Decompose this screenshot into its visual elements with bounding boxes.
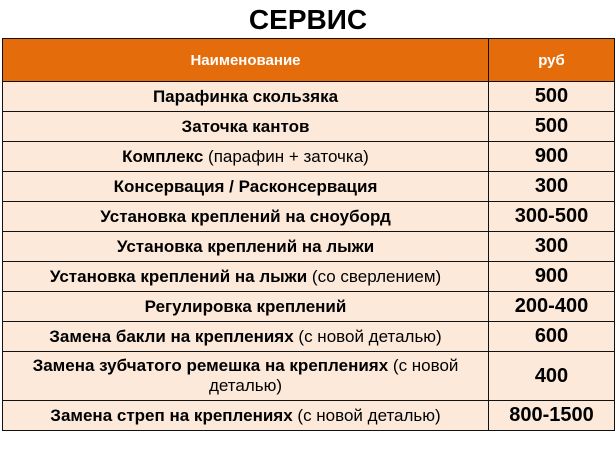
service-name bbox=[3, 262, 489, 292]
table-row bbox=[3, 142, 615, 172]
page-title: СЕРВИС bbox=[248, 4, 368, 35]
service-name-main: Парафинка скользяка bbox=[152, 86, 339, 106]
service-name bbox=[3, 82, 489, 112]
service-name-main: Установка креплений на лыжи bbox=[49, 266, 308, 286]
service-name bbox=[3, 232, 489, 262]
service-price: 500 bbox=[489, 82, 615, 112]
service-price: 900 bbox=[489, 262, 615, 292]
service-name-note: (парафин + заточка) bbox=[208, 146, 369, 166]
service-name bbox=[3, 202, 489, 232]
table-row bbox=[3, 322, 615, 352]
service-name bbox=[3, 142, 489, 172]
service-price: 900 bbox=[489, 142, 615, 172]
service-name bbox=[3, 172, 489, 202]
service-name-main: Замена бакли на креплениях bbox=[49, 326, 294, 346]
service-name bbox=[3, 401, 489, 431]
service-name-main: Замена стреп на креплениях bbox=[50, 405, 293, 425]
table-row bbox=[3, 112, 615, 142]
service-name bbox=[3, 292, 489, 322]
table-row bbox=[3, 262, 615, 292]
service-name-main: Установка креплений на лыжи bbox=[116, 236, 375, 256]
service-name-main: Регулировка креплений bbox=[144, 296, 347, 316]
table-row bbox=[3, 232, 615, 262]
service-price: 300 bbox=[489, 232, 615, 262]
service-price: 800-1500 bbox=[489, 401, 615, 431]
service-name bbox=[3, 352, 489, 401]
service-price: 300-500 bbox=[489, 202, 615, 232]
table-row bbox=[3, 82, 615, 112]
service-name-note: (с новой деталью) bbox=[298, 326, 442, 346]
table-row bbox=[3, 202, 615, 232]
service-name-note: (со сверлением) bbox=[311, 266, 442, 286]
table-row bbox=[3, 172, 615, 202]
table-row bbox=[3, 352, 615, 401]
service-price: 600 bbox=[489, 322, 615, 352]
service-name-main: Установка креплений на сноуборд bbox=[100, 206, 391, 226]
service-name bbox=[3, 322, 489, 352]
price-table bbox=[2, 38, 615, 431]
service-price: 500 bbox=[489, 112, 615, 142]
table-header-row bbox=[3, 39, 615, 82]
table-row bbox=[3, 401, 615, 431]
service-name-note: (с новой деталью) bbox=[297, 405, 441, 425]
service-name-main: Консервация / Расконсервация bbox=[113, 176, 378, 196]
service-price: 300 bbox=[489, 172, 615, 202]
service-name-main: Замена зубчатого ремешка на креплениях bbox=[32, 356, 389, 375]
service-price: 200-400 bbox=[489, 292, 615, 322]
service-name-main: Комплекс bbox=[122, 146, 204, 166]
service-name-main: Заточка кантов bbox=[181, 116, 310, 136]
service-price: 400 bbox=[489, 352, 615, 401]
table-row bbox=[3, 292, 615, 322]
service-name bbox=[3, 112, 489, 142]
column-header-name: Наименование bbox=[3, 39, 489, 82]
service-name-note: (с новой деталью) bbox=[208, 356, 459, 395]
column-header-price: руб bbox=[489, 39, 615, 82]
